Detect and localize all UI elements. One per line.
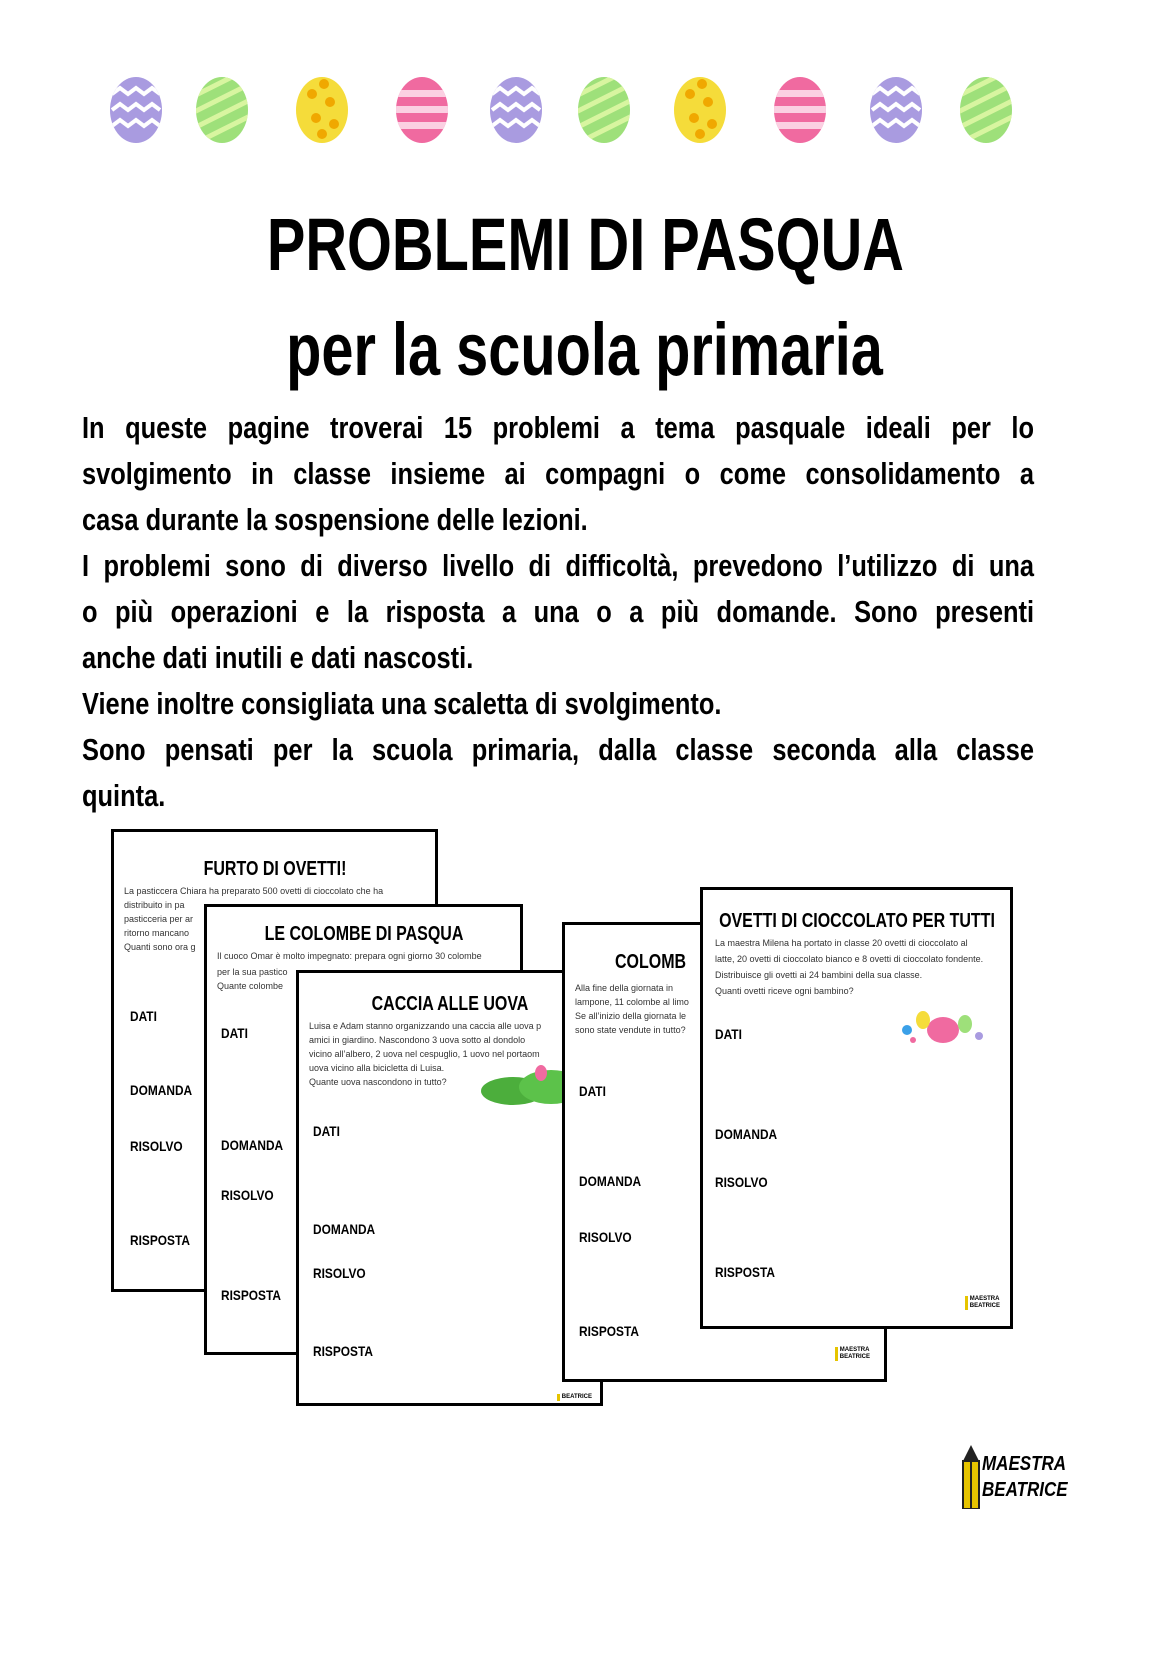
card-label: DATI [130,1008,157,1024]
card-label: RISOLVO [313,1265,366,1281]
easter-eggs-illustration [893,1002,993,1052]
intro-line: I problemi sono di diverso livello di difficoltà, prevedono l’utilizzo di una [82,548,1035,583]
card-text-line: Se all’inizio della giornata le [575,1011,687,1021]
purple-zigzag-egg-icon [868,72,924,144]
card-title: OVETTI DI CIOCCOLATO PER TUTTI [718,910,995,932]
card-text-line: ritorno mancano [124,928,190,938]
card-label: DATI [715,1026,742,1042]
card-text-line: amici in giardino. Nascondono 3 uova sotto al dondolo [309,1035,526,1045]
card-label: RISOLVO [715,1174,768,1190]
card-label: RISOLVO [221,1187,274,1203]
card-label: RISPOSTA [715,1264,775,1280]
card-text-line: distribuito in pa [124,900,185,910]
card-label: DOMANDA [715,1126,778,1142]
card-text-line: Luisa e Adam stanno organizzando una caccia alle uova p [309,1021,542,1031]
intro-line: In queste pagine troverai 15 problemi a tema pasquale ideali per lo [82,410,1035,445]
intro-line: quinta. [82,778,166,813]
card-text-line: lampone, 11 colombe al limo [575,997,689,1007]
card-label: RISPOSTA [221,1287,281,1303]
intro-line: o più operazioni e la risposta a una o a più domande. Sono presenti [82,594,1035,629]
pink-striped-egg-icon [394,72,450,144]
intro-line: anche dati inutili e dati nascosti. [82,640,474,675]
card-title: LE COLOMBE DI PASQUA [264,923,463,945]
maestra-beatrice-logo [962,1445,1077,1510]
green-striped-egg-icon [576,72,632,144]
card-text-line: vicino all’albero, 2 uova nel cespuglio, 1 uovo nel portaom [309,1049,540,1059]
intro-line: svolgimento in classe insieme ai compagni o come consolidamento a [82,456,1035,491]
card-label: RISPOSTA [313,1343,373,1359]
card-text-line: per la sua pastico [217,967,288,977]
intro-line: Sono pensati per la scuola primaria, dalla classe seconda alla classe [82,732,1035,767]
mini-logo: MAESTRA BEATRICE [965,1296,1000,1310]
worksheet-card [700,887,1013,1329]
purple-zigzag-egg-icon [488,72,544,144]
page-subtitle: per la scuola primaria [286,308,884,391]
card-text-line: Quante colombe [217,981,284,991]
page-title: PROBLEMI DI PASQUA [266,203,904,286]
logo-text: MAESTRA BEATRICE [982,1453,1068,1501]
mini-logo: MAESTRA BEATRICE [835,1347,870,1361]
green-striped-egg-icon [194,72,250,144]
pink-striped-egg-icon [772,72,828,144]
card-title: COLOMB [615,951,687,973]
card-label: DATI [579,1083,606,1099]
card-label: RISOLVO [579,1229,632,1245]
card-label: DATI [221,1025,248,1041]
card-text-line: Alla fine della giornata in [575,983,674,993]
green-striped-egg-icon [958,72,1014,144]
card-label: DATI [313,1123,340,1139]
card-text-line: pasticceria per ar [124,914,194,924]
card-text-line: Quanti ovetti riceve ogni bambino? [715,986,854,996]
card-label: DOMANDA [221,1137,284,1153]
card-label: DOMANDA [313,1221,376,1237]
pencil-icon [962,1445,980,1509]
card-text-line: sono state vendute in tutto? [575,1025,686,1035]
mini-logo: BEATRICE [557,1394,592,1401]
card-title: FURTO DI OVETTI! [203,858,346,880]
card-title: CACCIA ALLE UOVA [371,993,528,1015]
card-text-line: Quanti sono ora g [124,942,196,952]
card-label: RISPOSTA [579,1323,639,1339]
purple-zigzag-egg-icon [108,72,164,144]
card-label: DOMANDA [579,1173,642,1189]
yellow-flower-egg-icon [672,72,728,144]
worksheet-card [296,970,603,1406]
card-label: DOMANDA [130,1082,193,1098]
card-label: RISOLVO [130,1138,183,1154]
yellow-flower-egg-icon [294,72,350,144]
card-text-line: La maestra Milena ha portato in classe 20 ovetti di cioccolato al [715,938,968,948]
card-text-line: La pasticcera Chiara ha preparato 500 ovetti di cioccolato che ha [124,886,384,896]
card-label: RISPOSTA [130,1232,190,1248]
easter-eggs-row [108,72,1008,147]
card-text-line: uova vicino alla bicicletta di Luisa. [309,1063,445,1073]
intro-line: Viene inoltre consigliata una scaletta di svolgimento. [82,686,722,721]
card-text-line: latte, 20 ovetti di cioccolato bianco e 8 ovetti di cioccolato fondente. [715,954,984,964]
card-text-line: Il cuoco Omar è molto impegnato: prepara ogni giorno 30 colombe [217,951,482,961]
card-text-line: Distribuisce gli ovetti ai 24 bambini della sua classe. [715,970,923,980]
intro-line: casa durante la sospensione delle lezioni. [82,502,588,537]
intro-text [82,405,1034,819]
card-text-line: Quante uova nascondono in tutto? [309,1077,447,1087]
